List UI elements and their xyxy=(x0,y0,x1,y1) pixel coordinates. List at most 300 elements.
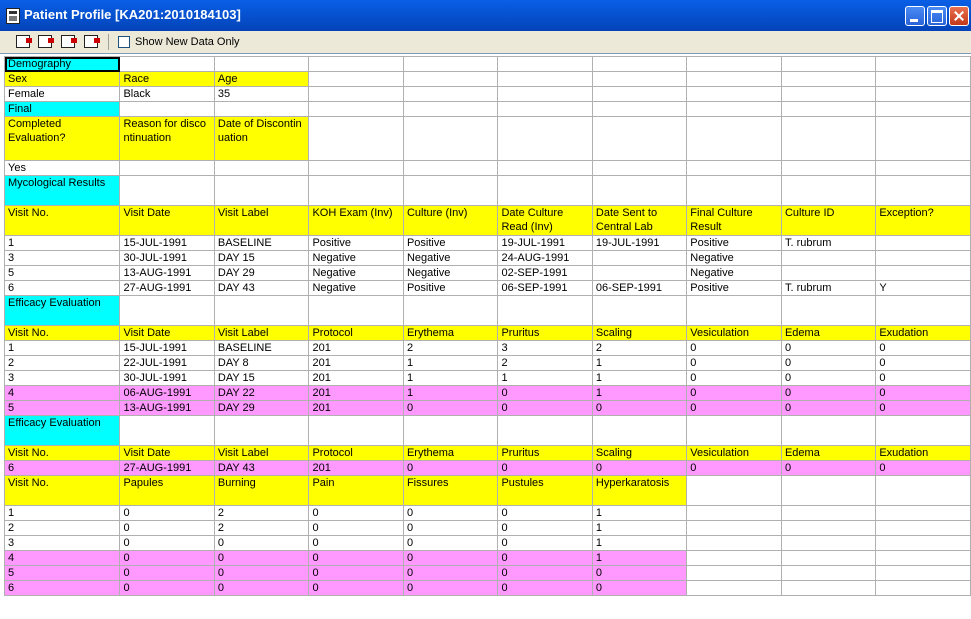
grid-cell[interactable]: Age xyxy=(214,72,309,87)
grid-cell[interactable]: 24-AUG-1991 xyxy=(498,251,592,266)
grid-cell[interactable]: Efficacy Evaluation xyxy=(5,296,120,326)
grid-cell[interactable]: Visit Label xyxy=(214,446,309,461)
grid-cell[interactable] xyxy=(687,72,782,87)
grid-cell[interactable]: 3 xyxy=(5,536,120,551)
grid-cell[interactable]: 06-AUG-1991 xyxy=(120,386,214,401)
grid-cell[interactable] xyxy=(498,87,592,102)
grid-cell[interactable]: Visit Date xyxy=(120,446,214,461)
grid-cell[interactable]: Completed Evaluation? xyxy=(5,117,120,161)
grid-cell[interactable] xyxy=(876,117,971,161)
close-button[interactable] xyxy=(949,6,969,26)
grid-cell[interactable] xyxy=(592,57,686,72)
grid-cell[interactable]: Visit Date xyxy=(120,206,214,236)
grid-cell[interactable]: 1 xyxy=(592,551,686,566)
grid-cell[interactable]: 0 xyxy=(498,536,592,551)
grid-cell[interactable] xyxy=(214,416,309,446)
grid-cell[interactable]: 201 xyxy=(309,386,403,401)
grid-cell[interactable]: Demography xyxy=(5,57,120,72)
grid-cell[interactable]: Exception? xyxy=(876,206,971,236)
grid-cell[interactable] xyxy=(403,57,498,72)
grid-cell[interactable]: Final Culture Result xyxy=(687,206,782,236)
grid-cell[interactable]: 0 xyxy=(687,386,782,401)
grid-cell[interactable] xyxy=(592,266,686,281)
grid-cell[interactable]: DAY 43 xyxy=(214,461,309,476)
grid-cell[interactable]: Mycological Results xyxy=(5,176,120,206)
grid-cell[interactable] xyxy=(592,296,686,326)
grid-cell[interactable]: DAY 29 xyxy=(214,401,309,416)
grid-cell[interactable] xyxy=(498,176,592,206)
grid-cell[interactable]: 0 xyxy=(498,386,592,401)
grid-cell[interactable] xyxy=(498,416,592,446)
grid-cell[interactable]: 5 xyxy=(5,266,120,281)
grid-cell[interactable] xyxy=(876,57,971,72)
grid-cell[interactable] xyxy=(309,176,403,206)
grid-cell[interactable] xyxy=(781,251,875,266)
grid-cell[interactable] xyxy=(592,72,686,87)
grid-cell[interactable]: 13-AUG-1991 xyxy=(120,266,214,281)
grid-cell[interactable]: 0 xyxy=(120,581,214,596)
grid-cell[interactable]: DAY 15 xyxy=(214,251,309,266)
grid-cell[interactable]: 0 xyxy=(498,506,592,521)
grid-cell[interactable]: T. rubrum xyxy=(781,281,875,296)
grid-cell[interactable]: Edema xyxy=(781,446,875,461)
grid-cell[interactable] xyxy=(120,416,214,446)
grid-cell[interactable]: 0 xyxy=(403,461,498,476)
grid-cell[interactable] xyxy=(309,102,403,117)
grid-cell[interactable] xyxy=(876,551,971,566)
grid-cell[interactable]: 201 xyxy=(309,461,403,476)
grid-cell[interactable]: 2 xyxy=(214,506,309,521)
grid-cell[interactable] xyxy=(120,296,214,326)
grid-cell[interactable] xyxy=(309,57,403,72)
grid-cell[interactable]: 0 xyxy=(120,506,214,521)
grid-cell[interactable] xyxy=(781,72,875,87)
grid-cell[interactable]: Protocol xyxy=(309,326,403,341)
grid-cell[interactable] xyxy=(781,476,875,506)
grid-cell[interactable] xyxy=(876,506,971,521)
grid-cell[interactable]: 22-JUL-1991 xyxy=(120,356,214,371)
patient-profile-grid[interactable] xyxy=(0,53,971,619)
grid-cell[interactable]: 0 xyxy=(120,566,214,581)
grid-cell[interactable] xyxy=(498,57,592,72)
grid-cell[interactable]: Yes xyxy=(5,161,120,176)
grid-cell[interactable]: Reason for discontinuation xyxy=(120,117,214,161)
grid-cell[interactable] xyxy=(876,536,971,551)
grid-cell[interactable] xyxy=(876,266,971,281)
grid-cell[interactable]: 1 xyxy=(592,536,686,551)
grid-cell[interactable]: Erythema xyxy=(403,446,498,461)
grid-cell[interactable]: 0 xyxy=(498,566,592,581)
grid-cell[interactable]: 0 xyxy=(687,341,782,356)
grid-cell[interactable]: 0 xyxy=(498,461,592,476)
grid-cell[interactable]: 0 xyxy=(214,536,309,551)
grid-cell[interactable]: 0 xyxy=(120,521,214,536)
grid-cell[interactable]: 0 xyxy=(876,386,971,401)
grid-cell[interactable]: 2 xyxy=(214,521,309,536)
maximize-button[interactable] xyxy=(927,6,947,26)
grid-cell[interactable]: 0 xyxy=(592,581,686,596)
grid-cell[interactable]: Visit Label xyxy=(214,326,309,341)
grid-cell[interactable] xyxy=(498,102,592,117)
grid-cell[interactable]: 2 xyxy=(403,341,498,356)
grid-cell[interactable] xyxy=(403,416,498,446)
grid-cell[interactable]: 0 xyxy=(592,566,686,581)
grid-cell[interactable] xyxy=(781,581,875,596)
grid-cell[interactable]: Negative xyxy=(309,251,403,266)
grid-cell[interactable] xyxy=(687,476,782,506)
grid-cell[interactable] xyxy=(687,506,782,521)
grid-cell[interactable] xyxy=(403,87,498,102)
grid-cell[interactable]: 0 xyxy=(876,341,971,356)
grid-cell[interactable]: 30-JUL-1991 xyxy=(120,371,214,386)
grid-cell[interactable]: Scaling xyxy=(592,446,686,461)
grid-cell[interactable]: 35 xyxy=(214,87,309,102)
grid-cell[interactable] xyxy=(309,416,403,446)
grid-cell[interactable]: Negative xyxy=(309,281,403,296)
grid-cell[interactable] xyxy=(498,161,592,176)
grid-cell[interactable]: Papules xyxy=(120,476,214,506)
grid-cell[interactable] xyxy=(687,87,782,102)
grid-cell[interactable] xyxy=(498,72,592,87)
grid-cell[interactable]: 3 xyxy=(498,341,592,356)
grid-cell[interactable]: Positive xyxy=(403,236,498,251)
grid-cell[interactable] xyxy=(781,536,875,551)
grid-cell[interactable] xyxy=(687,416,782,446)
grid-cell[interactable]: 3 xyxy=(5,251,120,266)
grid-cell[interactable]: 2 xyxy=(592,341,686,356)
grid-cell[interactable] xyxy=(781,521,875,536)
grid-cell[interactable]: 0 xyxy=(120,551,214,566)
grid-cell[interactable] xyxy=(781,296,875,326)
grid-cell[interactable]: 0 xyxy=(781,386,875,401)
grid-cell[interactable] xyxy=(687,566,782,581)
grid-cell[interactable] xyxy=(876,521,971,536)
grid-cell[interactable]: 0 xyxy=(309,581,403,596)
grid-cell[interactable] xyxy=(592,251,686,266)
show-new-data-label[interactable]: Show New Data Only xyxy=(135,36,240,48)
grid-cell[interactable]: 0 xyxy=(498,401,592,416)
print-icon[interactable] xyxy=(84,35,98,48)
grid-cell[interactable]: 0 xyxy=(309,566,403,581)
grid-cell[interactable]: 1 xyxy=(5,341,120,356)
grid-cell[interactable]: 27-AUG-1991 xyxy=(120,281,214,296)
grid-cell[interactable]: Culture (Inv) xyxy=(403,206,498,236)
grid-cell[interactable] xyxy=(687,102,782,117)
grid-cell[interactable] xyxy=(214,102,309,117)
grid-cell[interactable] xyxy=(781,57,875,72)
grid-cell[interactable]: 1 xyxy=(403,371,498,386)
grid-cell[interactable]: DAY 15 xyxy=(214,371,309,386)
grid-cell[interactable]: Y xyxy=(876,281,971,296)
grid-cell[interactable] xyxy=(309,296,403,326)
grid-cell[interactable]: 4 xyxy=(5,551,120,566)
grid-cell[interactable]: 19-JUL-1991 xyxy=(498,236,592,251)
grid-cell[interactable]: Culture ID xyxy=(781,206,875,236)
grid-cell[interactable]: DAY 22 xyxy=(214,386,309,401)
grid-cell[interactable]: 1 xyxy=(498,371,592,386)
grid-cell[interactable] xyxy=(120,102,214,117)
grid-cell[interactable]: Date Culture Read (Inv) xyxy=(498,206,592,236)
grid-cell[interactable]: 1 xyxy=(592,521,686,536)
grid-cell[interactable]: 30-JUL-1991 xyxy=(120,251,214,266)
grid-cell[interactable]: 0 xyxy=(876,461,971,476)
grid-cell[interactable]: 06-SEP-1991 xyxy=(592,281,686,296)
grid-cell[interactable]: 6 xyxy=(5,281,120,296)
grid-cell[interactable]: 06-SEP-1991 xyxy=(498,281,592,296)
grid-cell[interactable] xyxy=(876,296,971,326)
grid-cell[interactable]: Fissures xyxy=(403,476,498,506)
grid-cell[interactable] xyxy=(592,176,686,206)
grid-cell[interactable] xyxy=(498,117,592,161)
grid-cell[interactable] xyxy=(876,72,971,87)
grid-cell[interactable]: Visit No. xyxy=(5,446,120,461)
grid-cell[interactable]: Negative xyxy=(403,251,498,266)
grid-cell[interactable] xyxy=(120,176,214,206)
grid-cell[interactable] xyxy=(120,161,214,176)
grid-cell[interactable]: Visit Label xyxy=(214,206,309,236)
grid-cell[interactable]: T. rubrum xyxy=(781,236,875,251)
grid-cell[interactable]: 0 xyxy=(403,566,498,581)
grid-cell[interactable] xyxy=(876,236,971,251)
grid-cell[interactable] xyxy=(214,176,309,206)
grid-cell[interactable]: 0 xyxy=(309,506,403,521)
grid-cell[interactable] xyxy=(403,72,498,87)
grid-cell[interactable]: 0 xyxy=(309,551,403,566)
grid-cell[interactable]: 27-AUG-1991 xyxy=(120,461,214,476)
grid-cell[interactable]: Exudation xyxy=(876,446,971,461)
grid-cell[interactable] xyxy=(687,296,782,326)
grid-cell[interactable]: 0 xyxy=(403,581,498,596)
grid-cell[interactable]: 0 xyxy=(876,356,971,371)
grid-cell[interactable]: Race xyxy=(120,72,214,87)
show-new-data-checkbox[interactable] xyxy=(118,36,130,48)
grid-cell[interactable]: 0 xyxy=(403,506,498,521)
grid-cell[interactable]: Pustules xyxy=(498,476,592,506)
grid-cell[interactable] xyxy=(214,296,309,326)
grid-cell[interactable]: Pruritus xyxy=(498,326,592,341)
grid-cell[interactable]: DAY 43 xyxy=(214,281,309,296)
grid-cell[interactable]: Negative xyxy=(687,266,782,281)
grid-cell[interactable] xyxy=(403,161,498,176)
grid-cell[interactable] xyxy=(687,161,782,176)
grid-cell[interactable]: Scaling xyxy=(592,326,686,341)
grid-cell[interactable]: Exudation xyxy=(876,326,971,341)
grid-cell[interactable] xyxy=(403,296,498,326)
grid-cell[interactable]: Burning xyxy=(214,476,309,506)
grid-cell[interactable]: Date of Discontinuation xyxy=(214,117,309,161)
export-icon[interactable] xyxy=(16,35,30,48)
grid-cell[interactable]: Pain xyxy=(309,476,403,506)
grid-cell[interactable]: 5 xyxy=(5,401,120,416)
grid-cell[interactable]: Negative xyxy=(309,266,403,281)
grid-cell[interactable] xyxy=(214,57,309,72)
grid-cell[interactable]: 0 xyxy=(403,521,498,536)
grid-cell[interactable]: 1 xyxy=(592,356,686,371)
grid-cell[interactable]: Positive xyxy=(687,236,782,251)
grid-cell[interactable]: Pruritus xyxy=(498,446,592,461)
grid-cell[interactable]: KOH Exam (Inv) xyxy=(309,206,403,236)
grid-cell[interactable]: 0 xyxy=(309,521,403,536)
grid-cell[interactable] xyxy=(781,117,875,161)
grid-cell[interactable]: 2 xyxy=(498,356,592,371)
grid-cell[interactable] xyxy=(876,476,971,506)
grid-cell[interactable] xyxy=(781,566,875,581)
grid-cell[interactable] xyxy=(403,117,498,161)
grid-cell[interactable]: Edema xyxy=(781,326,875,341)
grid-cell[interactable]: Vesiculation xyxy=(687,446,782,461)
grid-cell[interactable]: Efficacy Evaluation xyxy=(5,416,120,446)
grid-cell[interactable] xyxy=(592,117,686,161)
grid-cell[interactable]: 0 xyxy=(309,536,403,551)
grid-cell[interactable]: 0 xyxy=(403,551,498,566)
grid-cell[interactable] xyxy=(592,161,686,176)
grid-cell[interactable]: 201 xyxy=(309,341,403,356)
export-next-icon[interactable] xyxy=(38,35,52,48)
grid-cell[interactable]: 0 xyxy=(781,341,875,356)
grid-cell[interactable]: 02-SEP-1991 xyxy=(498,266,592,281)
grid-cell[interactable] xyxy=(876,161,971,176)
minimize-button[interactable] xyxy=(905,6,925,26)
grid-cell[interactable]: 201 xyxy=(309,356,403,371)
grid-cell[interactable]: 201 xyxy=(309,371,403,386)
grid-cell[interactable]: Date Sent to Central Lab xyxy=(592,206,686,236)
grid-cell[interactable] xyxy=(592,87,686,102)
grid-cell[interactable]: 0 xyxy=(214,581,309,596)
grid-cell[interactable]: 0 xyxy=(214,566,309,581)
grid-cell[interactable] xyxy=(309,72,403,87)
grid-cell[interactable]: Positive xyxy=(687,281,782,296)
grid-cell[interactable]: 0 xyxy=(876,401,971,416)
grid-cell[interactable] xyxy=(687,57,782,72)
grid-cell[interactable]: 15-JUL-1991 xyxy=(120,341,214,356)
grid-cell[interactable] xyxy=(876,566,971,581)
grid-cell[interactable] xyxy=(687,521,782,536)
grid-cell[interactable] xyxy=(781,266,875,281)
grid-cell[interactable] xyxy=(781,176,875,206)
grid-cell[interactable]: Negative xyxy=(687,251,782,266)
grid-cell[interactable]: 0 xyxy=(498,521,592,536)
grid-cell[interactable]: 201 xyxy=(309,401,403,416)
grid-cell[interactable]: BASELINE xyxy=(214,236,309,251)
grid-cell[interactable]: 0 xyxy=(403,536,498,551)
grid-cell[interactable] xyxy=(687,581,782,596)
grid-cell[interactable] xyxy=(781,87,875,102)
grid-cell[interactable]: 2 xyxy=(5,521,120,536)
grid-cell[interactable] xyxy=(687,176,782,206)
grid-cell[interactable]: 0 xyxy=(498,551,592,566)
grid-cell[interactable] xyxy=(309,87,403,102)
grid-cell[interactable]: 0 xyxy=(687,401,782,416)
grid-cell[interactable]: Protocol xyxy=(309,446,403,461)
grid-cell[interactable]: 1 xyxy=(592,386,686,401)
grid-cell[interactable]: Negative xyxy=(403,266,498,281)
grid-cell[interactable]: 0 xyxy=(592,461,686,476)
grid-cell[interactable] xyxy=(403,102,498,117)
grid-cell[interactable]: 13-AUG-1991 xyxy=(120,401,214,416)
grid-cell[interactable]: BASELINE xyxy=(214,341,309,356)
grid-cell[interactable]: 1 xyxy=(592,371,686,386)
grid-cell[interactable]: 0 xyxy=(214,551,309,566)
grid-cell[interactable] xyxy=(876,581,971,596)
grid-cell[interactable]: 0 xyxy=(687,461,782,476)
grid-cell[interactable] xyxy=(498,296,592,326)
grid-cell[interactable]: 1 xyxy=(5,236,120,251)
grid-cell[interactable]: 1 xyxy=(403,356,498,371)
grid-cell[interactable] xyxy=(309,161,403,176)
grid-cell[interactable] xyxy=(120,57,214,72)
grid-cell[interactable]: Positive xyxy=(309,236,403,251)
grid-cell[interactable] xyxy=(781,506,875,521)
grid-cell[interactable]: DAY 8 xyxy=(214,356,309,371)
grid-cell[interactable]: 15-JUL-1991 xyxy=(120,236,214,251)
grid-cell[interactable] xyxy=(876,87,971,102)
grid-cell[interactable]: 0 xyxy=(781,371,875,386)
grid-cell[interactable] xyxy=(592,102,686,117)
grid-cell[interactable]: 0 xyxy=(403,401,498,416)
grid-cell[interactable]: 6 xyxy=(5,581,120,596)
grid-cell[interactable]: Final xyxy=(5,102,120,117)
grid-cell[interactable]: 1 xyxy=(5,506,120,521)
grid-cell[interactable]: Sex xyxy=(5,72,120,87)
grid-cell[interactable]: Hyperkaratosis xyxy=(592,476,686,506)
grid-cell[interactable]: 2 xyxy=(5,356,120,371)
grid-cell[interactable] xyxy=(687,536,782,551)
grid-cell[interactable]: 5 xyxy=(5,566,120,581)
grid-cell[interactable]: Erythema xyxy=(403,326,498,341)
grid-cell[interactable]: Visit Date xyxy=(120,326,214,341)
grid-cell[interactable]: Positive xyxy=(403,281,498,296)
grid-cell[interactable] xyxy=(876,102,971,117)
grid-cell[interactable]: 0 xyxy=(592,401,686,416)
grid-cell[interactable]: Visit No. xyxy=(5,476,120,506)
grid-cell[interactable] xyxy=(214,161,309,176)
grid-cell[interactable]: Female xyxy=(5,87,120,102)
grid-cell[interactable]: 0 xyxy=(781,356,875,371)
grid-cell[interactable] xyxy=(403,176,498,206)
grid-cell[interactable]: 0 xyxy=(498,581,592,596)
grid-cell[interactable]: Visit No. xyxy=(5,206,120,236)
grid-cell[interactable] xyxy=(687,117,782,161)
grid-cell[interactable]: 0 xyxy=(687,356,782,371)
grid-cell[interactable]: 0 xyxy=(876,371,971,386)
grid-cell[interactable]: 0 xyxy=(687,371,782,386)
grid-cell[interactable]: 19-JUL-1991 xyxy=(592,236,686,251)
grid-cell[interactable] xyxy=(592,416,686,446)
grid-cell[interactable]: 0 xyxy=(781,401,875,416)
grid-cell[interactable] xyxy=(876,416,971,446)
grid-cell[interactable] xyxy=(876,176,971,206)
grid-cell[interactable] xyxy=(687,551,782,566)
grid-cell[interactable]: Visit No. xyxy=(5,326,120,341)
grid-cell[interactable] xyxy=(781,416,875,446)
grid-cell[interactable]: DAY 29 xyxy=(214,266,309,281)
grid-cell[interactable]: Vesiculation xyxy=(687,326,782,341)
grid-cell[interactable] xyxy=(781,102,875,117)
grid-cell[interactable] xyxy=(781,551,875,566)
grid-cell[interactable]: 0 xyxy=(781,461,875,476)
grid-cell[interactable]: 4 xyxy=(5,386,120,401)
grid-cell[interactable] xyxy=(781,161,875,176)
grid-cell[interactable]: Black xyxy=(120,87,214,102)
grid-cell[interactable]: 0 xyxy=(120,536,214,551)
grid-cell[interactable]: 6 xyxy=(5,461,120,476)
grid-cell[interactable]: 3 xyxy=(5,371,120,386)
grid-cell[interactable]: 1 xyxy=(403,386,498,401)
add-record-icon[interactable] xyxy=(61,35,75,48)
grid-cell[interactable] xyxy=(876,251,971,266)
grid-cell[interactable] xyxy=(309,117,403,161)
grid-cell[interactable]: 1 xyxy=(592,506,686,521)
